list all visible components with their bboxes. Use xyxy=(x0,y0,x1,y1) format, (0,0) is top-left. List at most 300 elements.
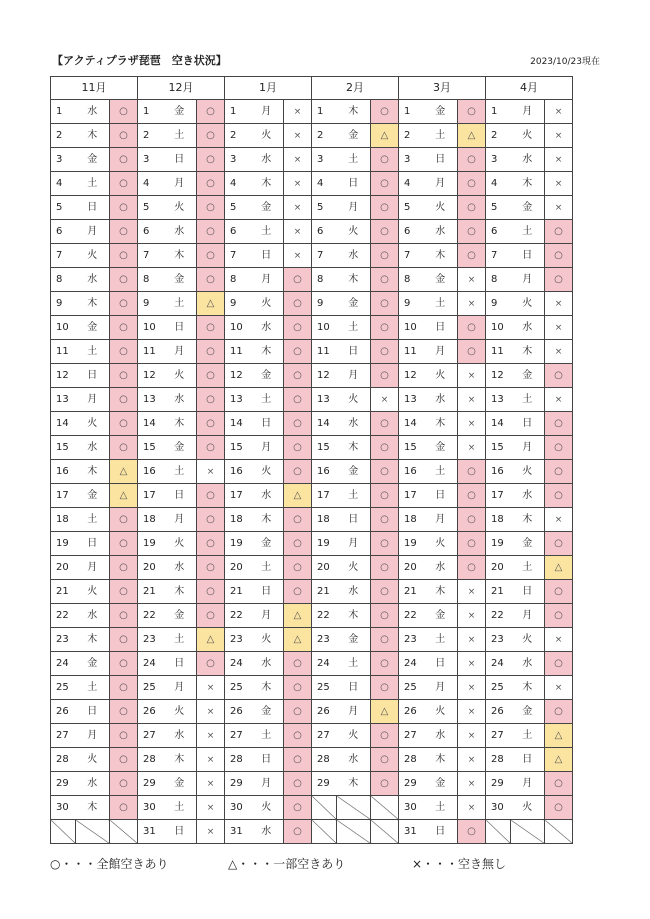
weekday: 水 xyxy=(511,484,545,508)
day-number: 11 xyxy=(399,340,424,364)
weekday: 水 xyxy=(163,556,197,580)
day-number: 25 xyxy=(486,676,511,700)
weekday: 火 xyxy=(511,796,545,820)
availability-status: ○ xyxy=(545,580,573,604)
weekday: 土 xyxy=(337,148,371,172)
weekday: 水 xyxy=(511,652,545,676)
weekday: 木 xyxy=(511,340,545,364)
day-row xyxy=(51,700,573,724)
day-number: 27 xyxy=(486,724,511,748)
day-row xyxy=(51,580,573,604)
availability-status: △ xyxy=(197,292,225,316)
day-number: 30 xyxy=(138,796,163,820)
availability-status: ○ xyxy=(371,604,399,628)
weekday: 水 xyxy=(511,316,545,340)
day-number: 26 xyxy=(486,700,511,724)
day-number: 15 xyxy=(138,436,163,460)
day-row xyxy=(51,292,573,316)
availability-status: ○ xyxy=(197,508,225,532)
availability-status: × xyxy=(458,364,486,388)
month-header-row xyxy=(51,77,573,100)
weekday: 月 xyxy=(250,436,284,460)
day-row xyxy=(51,628,573,652)
availability-status: ○ xyxy=(110,268,138,292)
empty-cell xyxy=(51,820,76,844)
availability-status: ○ xyxy=(197,412,225,436)
day-number: 9 xyxy=(486,292,511,316)
availability-status: × xyxy=(458,724,486,748)
availability-status: × xyxy=(284,100,312,124)
day-number: 14 xyxy=(486,412,511,436)
weekday: 金 xyxy=(511,364,545,388)
availability-status: × xyxy=(284,148,312,172)
day-number: 7 xyxy=(225,244,250,268)
day-number: 9 xyxy=(225,292,250,316)
day-row xyxy=(51,412,573,436)
availability-status: ○ xyxy=(197,388,225,412)
day-number: 19 xyxy=(51,532,76,556)
day-number: 12 xyxy=(399,364,424,388)
day-number: 10 xyxy=(51,316,76,340)
weekday: 木 xyxy=(337,436,371,460)
availability-status: ○ xyxy=(545,412,573,436)
empty-cell xyxy=(312,796,337,820)
weekday: 木 xyxy=(163,244,197,268)
availability-status: ○ xyxy=(197,580,225,604)
day-number: 16 xyxy=(399,460,424,484)
weekday: 水 xyxy=(337,580,371,604)
day-number: 19 xyxy=(486,532,511,556)
day-row xyxy=(51,220,573,244)
weekday: 火 xyxy=(76,748,110,772)
weekday: 日 xyxy=(163,652,197,676)
day-number: 3 xyxy=(225,148,250,172)
day-number: 29 xyxy=(225,772,250,796)
availability-status: ○ xyxy=(110,748,138,772)
day-number: 1 xyxy=(312,100,337,124)
day-number: 17 xyxy=(225,484,250,508)
availability-status: ○ xyxy=(110,124,138,148)
weekday: 金 xyxy=(424,436,458,460)
weekday: 火 xyxy=(163,532,197,556)
availability-status: ○ xyxy=(110,676,138,700)
availability-status: ○ xyxy=(545,364,573,388)
availability-status: ○ xyxy=(197,244,225,268)
weekday: 火 xyxy=(337,724,371,748)
availability-status: ○ xyxy=(371,316,399,340)
weekday: 月 xyxy=(511,436,545,460)
day-number: 23 xyxy=(486,628,511,652)
availability-status: △ xyxy=(110,460,138,484)
weekday: 日 xyxy=(76,196,110,220)
weekday: 火 xyxy=(76,412,110,436)
day-number: 4 xyxy=(138,172,163,196)
weekday: 水 xyxy=(76,100,110,124)
day-row xyxy=(51,724,573,748)
availability-status: ○ xyxy=(458,172,486,196)
weekday: 月 xyxy=(337,364,371,388)
weekday: 火 xyxy=(424,700,458,724)
availability-status: × xyxy=(284,124,312,148)
day-row xyxy=(51,364,573,388)
availability-status: × xyxy=(458,676,486,700)
day-number: 24 xyxy=(225,652,250,676)
day-row xyxy=(51,340,573,364)
availability-status: ○ xyxy=(110,100,138,124)
availability-status: ○ xyxy=(458,244,486,268)
month-header: 11月 xyxy=(51,77,138,100)
availability-status: × xyxy=(545,196,573,220)
availability-status: × xyxy=(545,124,573,148)
weekday: 水 xyxy=(76,436,110,460)
availability-status: ○ xyxy=(284,724,312,748)
weekday: 火 xyxy=(76,244,110,268)
weekday: 月 xyxy=(163,172,197,196)
day-row xyxy=(51,148,573,172)
day-number: 8 xyxy=(312,268,337,292)
day-number: 20 xyxy=(51,556,76,580)
weekday: 土 xyxy=(250,220,284,244)
day-number: 6 xyxy=(486,220,511,244)
weekday: 金 xyxy=(76,484,110,508)
day-number: 20 xyxy=(138,556,163,580)
weekday: 木 xyxy=(163,748,197,772)
day-number: 30 xyxy=(51,796,76,820)
weekday: 水 xyxy=(250,484,284,508)
day-number: 22 xyxy=(51,604,76,628)
weekday: 土 xyxy=(163,292,197,316)
weekday: 月 xyxy=(424,508,458,532)
day-number: 21 xyxy=(138,580,163,604)
availability-status: × xyxy=(458,700,486,724)
availability-status: ○ xyxy=(371,100,399,124)
day-number: 29 xyxy=(138,772,163,796)
weekday: 土 xyxy=(511,556,545,580)
day-number: 5 xyxy=(486,196,511,220)
empty-cell xyxy=(486,820,511,844)
day-number: 10 xyxy=(312,316,337,340)
weekday: 月 xyxy=(250,604,284,628)
day-number: 5 xyxy=(312,196,337,220)
day-number: 14 xyxy=(399,412,424,436)
day-number: 11 xyxy=(51,340,76,364)
weekday: 月 xyxy=(511,268,545,292)
weekday: 水 xyxy=(424,724,458,748)
weekday: 金 xyxy=(337,124,371,148)
weekday: 月 xyxy=(250,100,284,124)
availability-status: ○ xyxy=(371,460,399,484)
availability-status: × xyxy=(545,148,573,172)
weekday: 水 xyxy=(250,820,284,844)
day-number: 10 xyxy=(399,316,424,340)
day-number: 15 xyxy=(486,436,511,460)
availability-status: × xyxy=(545,388,573,412)
weekday: 土 xyxy=(76,340,110,364)
day-number: 3 xyxy=(51,148,76,172)
day-number: 28 xyxy=(399,748,424,772)
availability-status: ○ xyxy=(197,196,225,220)
day-number: 7 xyxy=(51,244,76,268)
weekday: 金 xyxy=(424,604,458,628)
availability-status: ○ xyxy=(197,652,225,676)
day-row xyxy=(51,532,573,556)
weekday: 土 xyxy=(250,724,284,748)
day-number: 19 xyxy=(399,532,424,556)
weekday: 水 xyxy=(250,148,284,172)
availability-status: ○ xyxy=(458,508,486,532)
day-number: 1 xyxy=(51,100,76,124)
availability-status: ○ xyxy=(371,676,399,700)
day-number: 19 xyxy=(225,532,250,556)
availability-status: × xyxy=(545,676,573,700)
weekday: 火 xyxy=(250,460,284,484)
day-number: 14 xyxy=(312,412,337,436)
day-row xyxy=(51,436,573,460)
availability-status: ○ xyxy=(197,148,225,172)
availability-status: × xyxy=(458,268,486,292)
weekday: 土 xyxy=(163,796,197,820)
day-number: 2 xyxy=(486,124,511,148)
day-number: 13 xyxy=(51,388,76,412)
day-number: 26 xyxy=(225,700,250,724)
day-number: 12 xyxy=(225,364,250,388)
availability-status: ○ xyxy=(197,220,225,244)
availability-status: △ xyxy=(371,124,399,148)
day-number: 15 xyxy=(399,436,424,460)
day-number: 30 xyxy=(399,796,424,820)
day-number: 18 xyxy=(486,508,511,532)
day-number: 22 xyxy=(312,604,337,628)
day-number: 8 xyxy=(138,268,163,292)
availability-status: △ xyxy=(545,556,573,580)
day-number: 29 xyxy=(51,772,76,796)
availability-status: △ xyxy=(197,628,225,652)
weekday: 木 xyxy=(337,268,371,292)
weekday: 水 xyxy=(163,388,197,412)
day-number: 31 xyxy=(138,820,163,844)
weekday: 火 xyxy=(250,124,284,148)
availability-status: × xyxy=(545,172,573,196)
day-row xyxy=(51,316,573,340)
day-number: 5 xyxy=(399,196,424,220)
availability-status: ○ xyxy=(110,628,138,652)
availability-status: ○ xyxy=(371,340,399,364)
availability-status: ○ xyxy=(458,100,486,124)
day-number: 10 xyxy=(486,316,511,340)
weekday: 土 xyxy=(511,724,545,748)
availability-status: × xyxy=(545,628,573,652)
day-number: 23 xyxy=(138,628,163,652)
day-number: 17 xyxy=(138,484,163,508)
availability-status: ○ xyxy=(371,412,399,436)
weekday: 木 xyxy=(76,796,110,820)
availability-status: × xyxy=(197,700,225,724)
day-number: 2 xyxy=(51,124,76,148)
availability-status: ○ xyxy=(197,436,225,460)
availability-status: ○ xyxy=(371,292,399,316)
availability-status: ○ xyxy=(197,364,225,388)
weekday: 水 xyxy=(163,724,197,748)
day-number: 2 xyxy=(138,124,163,148)
availability-status: × xyxy=(458,628,486,652)
availability-status: △ xyxy=(371,700,399,724)
weekday: 水 xyxy=(337,412,371,436)
day-number: 17 xyxy=(51,484,76,508)
availability-status: × xyxy=(458,580,486,604)
day-number: 21 xyxy=(486,580,511,604)
weekday: 月 xyxy=(511,772,545,796)
weekday: 日 xyxy=(424,820,458,844)
weekday: 月 xyxy=(250,268,284,292)
weekday: 日 xyxy=(163,820,197,844)
weekday: 月 xyxy=(76,556,110,580)
day-number: 7 xyxy=(312,244,337,268)
day-number: 17 xyxy=(486,484,511,508)
availability-status: ○ xyxy=(371,220,399,244)
availability-status: ○ xyxy=(110,292,138,316)
day-number: 26 xyxy=(312,700,337,724)
availability-status: ○ xyxy=(197,604,225,628)
availability-status: ○ xyxy=(284,460,312,484)
weekday: 火 xyxy=(250,796,284,820)
availability-status: × xyxy=(458,772,486,796)
availability-status: ○ xyxy=(371,628,399,652)
availability-status: ○ xyxy=(284,316,312,340)
availability-status: ○ xyxy=(110,196,138,220)
weekday: 日 xyxy=(250,412,284,436)
day-number: 11 xyxy=(486,340,511,364)
day-number: 13 xyxy=(225,388,250,412)
day-number: 18 xyxy=(399,508,424,532)
weekday: 水 xyxy=(76,268,110,292)
day-number: 8 xyxy=(51,268,76,292)
weekday: 金 xyxy=(250,532,284,556)
weekday: 日 xyxy=(511,244,545,268)
availability-status: ○ xyxy=(284,340,312,364)
empty-cell xyxy=(371,796,399,820)
day-number: 25 xyxy=(399,676,424,700)
weekday: 木 xyxy=(424,580,458,604)
weekday: 水 xyxy=(424,388,458,412)
day-number: 27 xyxy=(225,724,250,748)
day-number: 9 xyxy=(399,292,424,316)
day-number: 23 xyxy=(399,628,424,652)
day-number: 28 xyxy=(138,748,163,772)
weekday: 金 xyxy=(250,364,284,388)
weekday: 月 xyxy=(163,508,197,532)
availability-status: ○ xyxy=(284,652,312,676)
day-number: 16 xyxy=(51,460,76,484)
availability-status: ○ xyxy=(458,556,486,580)
availability-status: × xyxy=(197,748,225,772)
day-number: 22 xyxy=(399,604,424,628)
day-number: 24 xyxy=(486,652,511,676)
day-number: 22 xyxy=(225,604,250,628)
availability-status: × xyxy=(197,724,225,748)
availability-status: ○ xyxy=(110,772,138,796)
availability-status: × xyxy=(458,388,486,412)
weekday: 火 xyxy=(250,292,284,316)
day-number: 11 xyxy=(312,340,337,364)
empty-cell xyxy=(337,796,371,820)
availability-status: ○ xyxy=(545,268,573,292)
availability-status: ○ xyxy=(110,436,138,460)
availability-status: ○ xyxy=(458,460,486,484)
day-number: 20 xyxy=(312,556,337,580)
weekday: 火 xyxy=(511,460,545,484)
weekday: 土 xyxy=(250,388,284,412)
availability-status: ○ xyxy=(458,484,486,508)
weekday: 日 xyxy=(163,316,197,340)
day-number: 30 xyxy=(225,796,250,820)
day-number: 4 xyxy=(399,172,424,196)
month-header: 2月 xyxy=(312,77,399,100)
weekday: 土 xyxy=(424,628,458,652)
empty-cell xyxy=(371,820,399,844)
day-number: 29 xyxy=(312,772,337,796)
day-row xyxy=(51,196,573,220)
weekday: 水 xyxy=(250,652,284,676)
availability-status: × xyxy=(545,340,573,364)
availability-status: ○ xyxy=(545,244,573,268)
weekday: 月 xyxy=(337,700,371,724)
day-number: 8 xyxy=(225,268,250,292)
weekday: 日 xyxy=(337,676,371,700)
day-number: 9 xyxy=(312,292,337,316)
availability-status: × xyxy=(545,100,573,124)
availability-status: ○ xyxy=(284,580,312,604)
weekday: 金 xyxy=(337,628,371,652)
weekday: 日 xyxy=(511,412,545,436)
weekday: 金 xyxy=(163,772,197,796)
availability-status: ○ xyxy=(197,556,225,580)
day-number: 13 xyxy=(138,388,163,412)
availability-status: × xyxy=(458,436,486,460)
day-number: 15 xyxy=(312,436,337,460)
availability-status: ○ xyxy=(371,484,399,508)
day-number: 20 xyxy=(486,556,511,580)
day-number: 25 xyxy=(138,676,163,700)
availability-status: ○ xyxy=(371,268,399,292)
day-number: 6 xyxy=(399,220,424,244)
availability-status: ○ xyxy=(371,244,399,268)
day-number: 10 xyxy=(225,316,250,340)
availability-status: ○ xyxy=(545,532,573,556)
availability-status: ○ xyxy=(371,196,399,220)
weekday: 木 xyxy=(76,124,110,148)
day-number: 1 xyxy=(399,100,424,124)
availability-status: × xyxy=(458,652,486,676)
day-number: 26 xyxy=(399,700,424,724)
weekday: 土 xyxy=(163,628,197,652)
day-number: 24 xyxy=(138,652,163,676)
weekday: 日 xyxy=(424,484,458,508)
weekday: 水 xyxy=(337,244,371,268)
day-number: 4 xyxy=(312,172,337,196)
availability-status: ○ xyxy=(371,748,399,772)
availability-status: ○ xyxy=(371,172,399,196)
day-number: 21 xyxy=(225,580,250,604)
weekday: 月 xyxy=(337,196,371,220)
day-number: 14 xyxy=(138,412,163,436)
weekday: 火 xyxy=(511,628,545,652)
empty-cell xyxy=(337,820,371,844)
weekday: 日 xyxy=(163,484,197,508)
availability-status: ○ xyxy=(284,388,312,412)
weekday: 日 xyxy=(250,580,284,604)
empty-cell xyxy=(312,820,337,844)
availability-status: ○ xyxy=(545,652,573,676)
